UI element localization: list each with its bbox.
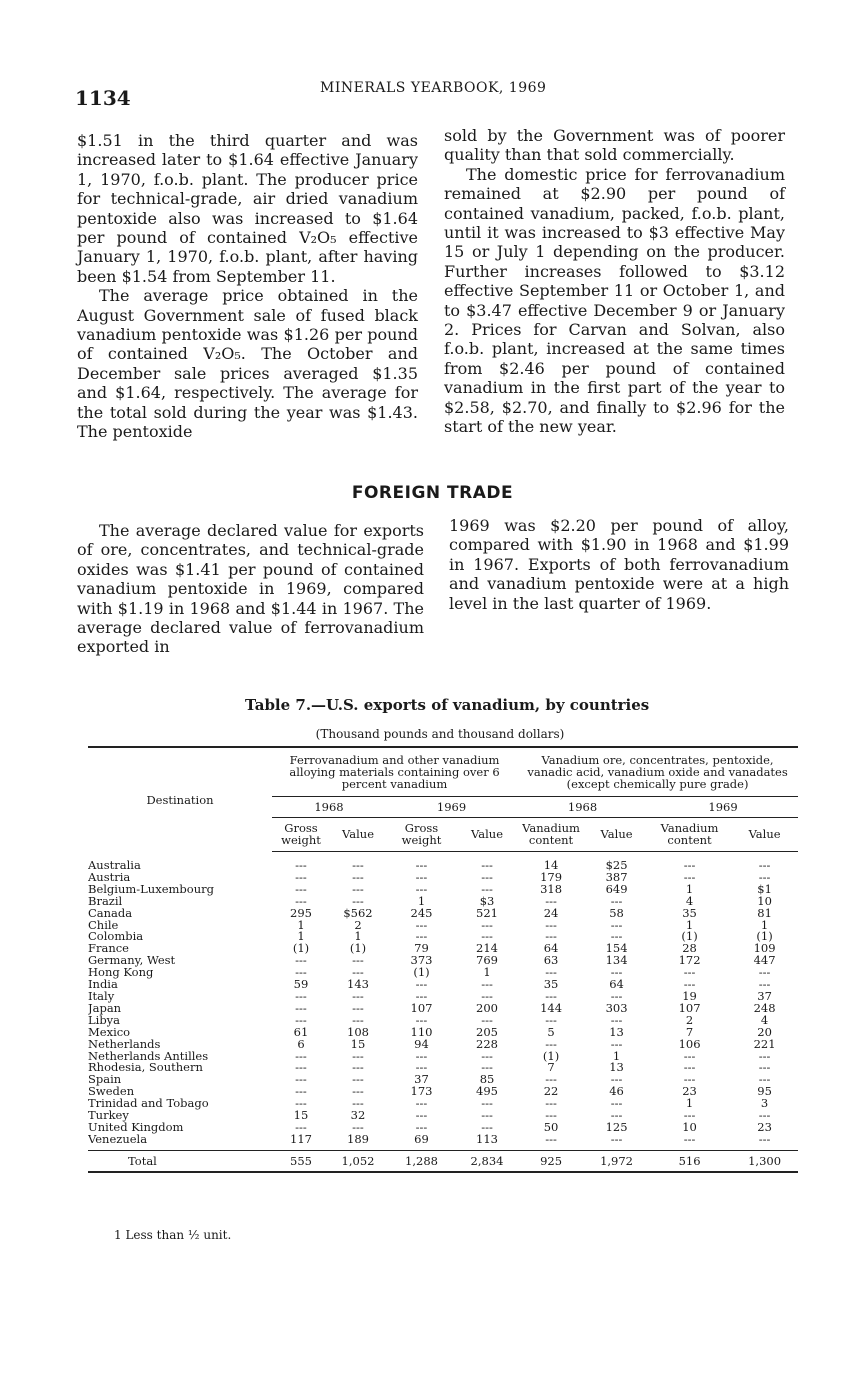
- table-subtitle: (Thousand pounds and thousand dollars): [315, 727, 565, 741]
- value-cell: 1: [297, 931, 305, 944]
- value-cell: 134: [605, 955, 628, 968]
- value-cell: ---: [295, 858, 307, 872]
- value-cell: ---: [352, 1074, 364, 1087]
- value-cell: 14: [543, 858, 559, 872]
- table-row: [88, 1110, 798, 1122]
- value-cell: 295: [290, 907, 312, 920]
- value-cell: 6: [297, 1038, 305, 1051]
- value-cell: 1: [760, 919, 769, 932]
- table-row: [88, 1074, 798, 1086]
- total-cell: 516: [648, 1150, 731, 1172]
- running-title: MINERALS YEARBOOK, 1969: [320, 80, 547, 96]
- destination-cell: Venezuela: [88, 1133, 148, 1146]
- value-cell: ---: [683, 858, 696, 872]
- value-cell: ---: [758, 1074, 771, 1087]
- value-cell: 10: [757, 895, 772, 908]
- value-cell: 7: [685, 1026, 694, 1039]
- value-cell: 228: [476, 1038, 498, 1051]
- destination-cell: Trinidad and Tobago: [88, 1098, 209, 1111]
- value-cell: 318: [540, 883, 563, 896]
- value-cell: 23: [757, 1121, 772, 1134]
- section-title: FOREIGN TRADE: [351, 483, 514, 503]
- value-cell: (1): [292, 943, 310, 956]
- column-subheader: Vanadium content: [517, 818, 585, 852]
- value-cell: 37: [757, 990, 772, 1003]
- value-cell: ---: [758, 967, 771, 980]
- value-cell: 1: [354, 931, 362, 944]
- table-row: [88, 908, 798, 920]
- value-cell: ---: [415, 919, 428, 932]
- value-cell: ---: [295, 871, 307, 884]
- value-cell: 7: [547, 1062, 555, 1075]
- value-cell: 205: [476, 1026, 498, 1039]
- value-cell: ---: [352, 1062, 364, 1075]
- value-cell: ---: [352, 1121, 364, 1134]
- value-cell: 109: [753, 943, 776, 956]
- table-row: [88, 1122, 798, 1134]
- value-cell: ---: [683, 1074, 696, 1087]
- value-cell: 2: [354, 919, 362, 932]
- value-cell: 495: [476, 1086, 498, 1099]
- table-row: [88, 884, 798, 896]
- value-cell: 1: [483, 967, 491, 980]
- value-cell: 79: [414, 943, 429, 956]
- total-cell: 1,972: [585, 1150, 648, 1172]
- value-cell: ---: [415, 871, 428, 884]
- value-cell: ---: [481, 1014, 493, 1027]
- value-cell: ---: [683, 1062, 696, 1075]
- value-cell: 64: [609, 979, 624, 991]
- value-cell: 179: [540, 871, 563, 884]
- value-cell: ---: [352, 1014, 364, 1027]
- value-cell: ---: [352, 1050, 364, 1063]
- value-cell: ---: [481, 1110, 493, 1122]
- value-cell: 3: [760, 1098, 769, 1111]
- value-cell: ---: [545, 1038, 557, 1051]
- total-cell: 2,834: [457, 1150, 517, 1172]
- table-row: [88, 1039, 798, 1051]
- value-cell: ---: [683, 871, 696, 884]
- table-row: [88, 1134, 798, 1150]
- value-cell: 143: [347, 979, 369, 991]
- table-title: Table 7.—U.S. exports of vanadium, by countries: [245, 696, 650, 714]
- table-row: [88, 1003, 798, 1015]
- value-cell: ---: [295, 1121, 307, 1134]
- value-cell: ---: [295, 1074, 307, 1087]
- value-cell: 35: [543, 979, 559, 991]
- destination-cell: Mexico: [88, 1026, 131, 1039]
- value-cell: ---: [295, 990, 307, 1003]
- paragraph: The domestic price for ferrovanadium remained at $2.90 per pound of contained vanadium, packed, f.o.b. plant, until it was increased to $3 effective May 15 or July 1 depending on the producer. Further increases followed to $3.12 effective September 11 or October 1, and to $3.47 effective December 9 or January 2. Prices for Carvan and Solvan, also f.o.b. plant, increased at the same times from $2.46 per pound of contained vanadium in the first part of the year to $2.58, $2.70, and finally to $2.96 for the start of the new year.: [444, 164, 785, 437]
- value-cell: 95: [757, 1086, 772, 1099]
- table-row: [88, 1098, 798, 1110]
- value-cell: 35: [682, 907, 697, 920]
- value-cell: ---: [295, 967, 307, 980]
- value-cell: ---: [610, 1098, 623, 1111]
- value-cell: 4: [685, 895, 694, 908]
- destination-cell: Netherlands: [88, 1038, 161, 1051]
- value-cell: ---: [295, 895, 307, 908]
- value-cell: ---: [545, 1014, 557, 1027]
- value-cell: ---: [683, 1110, 696, 1122]
- table-row: [88, 943, 798, 955]
- table-row: [88, 896, 798, 908]
- value-cell: ---: [683, 1133, 696, 1146]
- value-cell: ---: [610, 895, 623, 908]
- year-header: 1968: [272, 797, 386, 818]
- value-cell: ---: [683, 967, 696, 980]
- trade-left-column: [77, 521, 424, 657]
- value-cell: ---: [610, 1074, 623, 1087]
- destination-cell: Australia: [88, 857, 141, 872]
- value-cell: 13: [609, 1026, 624, 1039]
- total-label: Total: [88, 1150, 272, 1172]
- year-header: 1968: [517, 797, 648, 818]
- paragraph: The average declared value for exports of ore, concentrates, and technical-grade oxides was $1.41 per pound of contained vanadium pentoxide in 1969, compared with $1.19 in 1968 and $1.44 in 1967. The average declared value of ferrovanadium exported in: [77, 521, 424, 657]
- value-cell: ---: [481, 1062, 493, 1075]
- column-subheader: Value: [330, 818, 386, 852]
- value-cell: ---: [610, 931, 623, 944]
- value-cell: ---: [415, 1110, 428, 1122]
- destination-cell: Brazil: [88, 895, 123, 908]
- value-cell: ---: [683, 979, 696, 991]
- value-cell: 4: [760, 1014, 769, 1027]
- value-cell: 23: [682, 1086, 697, 1099]
- value-cell: ---: [610, 919, 623, 932]
- value-cell: 63: [543, 955, 559, 968]
- destination-cell: Sweden: [88, 1086, 135, 1099]
- value-cell: 144: [540, 1002, 563, 1015]
- footnote: 1 Less than ½ unit.: [114, 1228, 232, 1242]
- ferrovanadium-group-header: Ferrovanadium and other vanadium alloying materials containing over 6 percent vanadium: [272, 747, 517, 797]
- value-cell: 1: [685, 919, 694, 932]
- value-cell: 15: [293, 1110, 309, 1122]
- value-cell: $25: [605, 858, 628, 872]
- value-cell: ---: [610, 1014, 623, 1027]
- value-cell: 221: [753, 1038, 776, 1051]
- value-cell: 13: [609, 1062, 624, 1075]
- destination-cell: Colombia: [88, 931, 144, 944]
- destination-cell: Canada: [88, 907, 133, 920]
- total-cell: 1,288: [386, 1150, 457, 1172]
- column-subheader: Value: [731, 818, 798, 852]
- paragraph: The average price obtained in the August Government sale of fused black vanadium pentoxide was $1.26 per pound of contained V₂O₅. The October and December sale prices averaged $1.35 and $1.64, respectively. The average for the total sold during the year was $1.43. The pentoxide: [77, 286, 418, 442]
- destination-cell: Turkey: [88, 1110, 129, 1122]
- value-cell: ---: [481, 871, 493, 884]
- value-cell: 769: [476, 955, 498, 968]
- value-cell: (1): [413, 967, 430, 980]
- value-cell: (1): [681, 931, 698, 944]
- value-cell: $562: [343, 907, 373, 920]
- value-cell: 20: [757, 1026, 772, 1039]
- table-row: [88, 920, 798, 932]
- value-cell: 106: [678, 1038, 701, 1051]
- exports-table: [88, 746, 798, 1173]
- trade-right-column: [449, 516, 789, 613]
- value-cell: $3: [479, 895, 495, 908]
- value-cell: 248: [753, 1002, 776, 1015]
- value-cell: ---: [758, 858, 771, 872]
- value-cell: 245: [410, 907, 433, 920]
- value-cell: ---: [295, 1098, 307, 1111]
- table-row: [88, 1062, 798, 1074]
- value-cell: ---: [481, 1121, 493, 1134]
- value-cell: ---: [610, 967, 623, 980]
- value-cell: ---: [758, 1133, 771, 1146]
- value-cell: ---: [545, 967, 557, 980]
- destination-cell: Hong Kong: [88, 967, 154, 980]
- value-cell: ---: [481, 883, 493, 896]
- value-cell: ---: [545, 1133, 557, 1146]
- value-cell: 10: [682, 1121, 697, 1134]
- total-cell: 1,052: [330, 1150, 386, 1172]
- value-cell: ---: [481, 1050, 493, 1063]
- value-cell: ---: [352, 895, 364, 908]
- value-cell: ---: [610, 1133, 623, 1146]
- total-row: [88, 1150, 798, 1172]
- value-cell: ---: [415, 979, 428, 991]
- value-cell: ---: [352, 1098, 364, 1111]
- value-cell: ---: [415, 1014, 428, 1027]
- table-row: [88, 852, 798, 872]
- year-header: 1969: [648, 797, 798, 818]
- destination-header: Destination: [88, 747, 272, 852]
- value-cell: ---: [758, 979, 771, 991]
- value-cell: ---: [545, 895, 557, 908]
- table-row: [88, 1027, 798, 1039]
- value-cell: 108: [347, 1026, 369, 1039]
- value-cell: 521: [476, 907, 498, 920]
- paragraph: 1969 was $2.20 per pound of alloy, compared with $1.90 in 1968 and $1.99 in 1967. Exports of both ferrovanadium and vanadium pentoxide were at a high level in the last quarter of 1969.: [449, 516, 789, 613]
- value-cell: ---: [352, 1086, 364, 1099]
- table-row: [88, 931, 798, 943]
- destination-cell: Italy: [88, 990, 115, 1003]
- value-cell: (1): [542, 1050, 560, 1063]
- value-cell: ---: [415, 1098, 428, 1111]
- total-cell: 1,300: [731, 1150, 798, 1172]
- destination-cell: Germany, West: [88, 955, 176, 968]
- value-cell: 1: [417, 895, 426, 908]
- value-cell: 172: [678, 955, 701, 968]
- value-cell: ---: [295, 1014, 307, 1027]
- value-cell: 214: [476, 943, 498, 956]
- value-cell: ---: [545, 931, 557, 944]
- value-cell: ---: [415, 931, 428, 944]
- value-cell: ---: [545, 1074, 557, 1087]
- value-cell: 189: [347, 1133, 369, 1146]
- destination-cell: Japan: [88, 1002, 122, 1015]
- value-cell: 69: [414, 1133, 429, 1146]
- value-cell: 50: [543, 1121, 559, 1134]
- value-cell: ---: [758, 1110, 771, 1122]
- value-cell: ---: [352, 967, 364, 980]
- destination-cell: Libya: [88, 1014, 121, 1027]
- value-cell: ---: [352, 990, 364, 1003]
- destination-cell: India: [88, 979, 118, 991]
- value-cell: 1: [297, 919, 305, 932]
- value-cell: 1: [685, 1098, 694, 1111]
- value-cell: 81: [757, 907, 772, 920]
- value-cell: 24: [543, 907, 559, 920]
- value-cell: 85: [479, 1074, 495, 1087]
- destination-cell: Spain: [88, 1074, 122, 1087]
- value-cell: ---: [545, 1110, 557, 1122]
- value-cell: 303: [605, 1002, 628, 1015]
- value-cell: ---: [295, 1062, 307, 1075]
- value-cell: (1): [756, 931, 773, 944]
- value-cell: 113: [476, 1133, 498, 1146]
- destination-cell: Austria: [88, 871, 131, 884]
- value-cell: ---: [610, 1110, 623, 1122]
- value-cell: 387: [605, 871, 628, 884]
- value-cell: ---: [415, 1050, 428, 1063]
- table-row: [88, 1015, 798, 1027]
- value-cell: ---: [295, 1050, 307, 1063]
- column-subheader: Gross weight: [272, 818, 330, 852]
- value-cell: $1: [757, 883, 772, 896]
- value-cell: ---: [415, 990, 428, 1003]
- value-cell: 110: [410, 1026, 433, 1039]
- value-cell: 5: [547, 1026, 555, 1039]
- value-cell: ---: [758, 1050, 771, 1063]
- destination-cell: United Kingdom: [88, 1121, 184, 1134]
- value-cell: 15: [350, 1038, 366, 1051]
- value-cell: 2: [685, 1014, 694, 1027]
- total-cell: 925: [517, 1150, 585, 1172]
- paragraph: $1.51 in the third quarter and was increased later to $1.64 effective January 1, 1970, f.o.b. plant. The producer price for technical-grade, air dried vanadium pentoxide also was increased to $1.64 per pound of contained V₂O₅ effective January 1, 1970, f.o.b. plant, after having been $1.54 from September 11.: [77, 131, 418, 286]
- destination-cell: Rhodesia, Southern: [88, 1062, 203, 1075]
- value-cell: 154: [605, 943, 628, 956]
- destination-cell: France: [88, 943, 129, 956]
- column-subheader: Vanadium content: [648, 818, 731, 852]
- value-cell: ---: [295, 1002, 307, 1015]
- value-cell: ---: [352, 871, 364, 884]
- value-cell: ---: [481, 979, 493, 991]
- value-cell: ---: [415, 1062, 428, 1075]
- value-cell: 59: [293, 979, 309, 991]
- value-cell: 22: [543, 1086, 559, 1099]
- destination-cell: Chile: [88, 919, 119, 932]
- value-cell: ---: [352, 858, 364, 872]
- value-cell: 19: [682, 990, 697, 1003]
- destination-cell: Belgium-Luxembourg: [88, 883, 214, 896]
- value-cell: ---: [610, 1038, 623, 1051]
- value-cell: ---: [352, 1002, 364, 1015]
- column-subheader: Gross weight: [386, 818, 457, 852]
- value-cell: ---: [481, 919, 493, 932]
- value-cell: ---: [295, 955, 307, 968]
- value-cell: 64: [543, 943, 559, 956]
- value-cell: 125: [605, 1121, 628, 1134]
- value-cell: 32: [350, 1110, 366, 1122]
- page-number: 1134: [75, 86, 131, 110]
- value-cell: ---: [545, 919, 557, 932]
- destination-cell: Netherlands Antilles: [88, 1050, 209, 1063]
- value-cell: ---: [481, 858, 493, 872]
- table-row: [88, 967, 798, 979]
- total-cell: 555: [272, 1150, 330, 1172]
- value-cell: ---: [415, 883, 428, 896]
- value-cell: ---: [545, 990, 557, 1003]
- value-cell: 1: [685, 883, 694, 896]
- table-row: [88, 991, 798, 1003]
- table-row: [88, 955, 798, 967]
- top-right-column: [444, 126, 785, 437]
- value-cell: ---: [352, 955, 364, 968]
- value-cell: 94: [414, 1038, 429, 1051]
- top-left-column: [77, 131, 418, 442]
- value-cell: 373: [410, 955, 433, 968]
- value-cell: 447: [753, 955, 776, 968]
- table-row: [88, 872, 798, 884]
- value-cell: ---: [415, 1121, 428, 1134]
- value-cell: ---: [758, 1062, 771, 1075]
- value-cell: ---: [295, 883, 307, 896]
- value-cell: ---: [683, 1050, 696, 1063]
- value-cell: 46: [609, 1086, 624, 1099]
- value-cell: 649: [605, 883, 628, 896]
- value-cell: 1: [612, 1050, 621, 1063]
- value-cell: 107: [410, 1002, 433, 1015]
- value-cell: 58: [609, 907, 624, 920]
- value-cell: ---: [415, 858, 428, 872]
- year-header: 1969: [386, 797, 517, 818]
- column-subheader: Value: [457, 818, 517, 852]
- value-cell: ---: [481, 1098, 493, 1111]
- value-cell: 117: [290, 1133, 312, 1146]
- exports-table-container: [88, 746, 798, 1173]
- value-cell: ---: [610, 990, 623, 1003]
- value-cell: 61: [293, 1026, 309, 1039]
- vanadium-ore-group-header: Vanadium ore, concentrates, pentoxide, vanadic acid, vanadium oxide and vanadates (except chemically pure grade): [517, 747, 798, 797]
- value-cell: (1): [349, 943, 367, 956]
- value-cell: 173: [410, 1086, 433, 1099]
- value-cell: ---: [481, 931, 493, 944]
- table-row: [88, 1086, 798, 1098]
- value-cell: ---: [758, 871, 771, 884]
- value-cell: 28: [682, 943, 697, 956]
- value-cell: ---: [295, 1086, 307, 1099]
- value-cell: ---: [481, 990, 493, 1003]
- value-cell: ---: [545, 1098, 557, 1111]
- value-cell: 107: [678, 1002, 701, 1015]
- table-row: [88, 1051, 798, 1063]
- value-cell: 37: [414, 1074, 429, 1087]
- paragraph: sold by the Government was of poorer quality than that sold commercially.: [444, 126, 785, 165]
- table-row: [88, 979, 798, 991]
- value-cell: ---: [352, 883, 364, 896]
- column-subheader: Value: [585, 818, 648, 852]
- value-cell: 200: [476, 1002, 498, 1015]
